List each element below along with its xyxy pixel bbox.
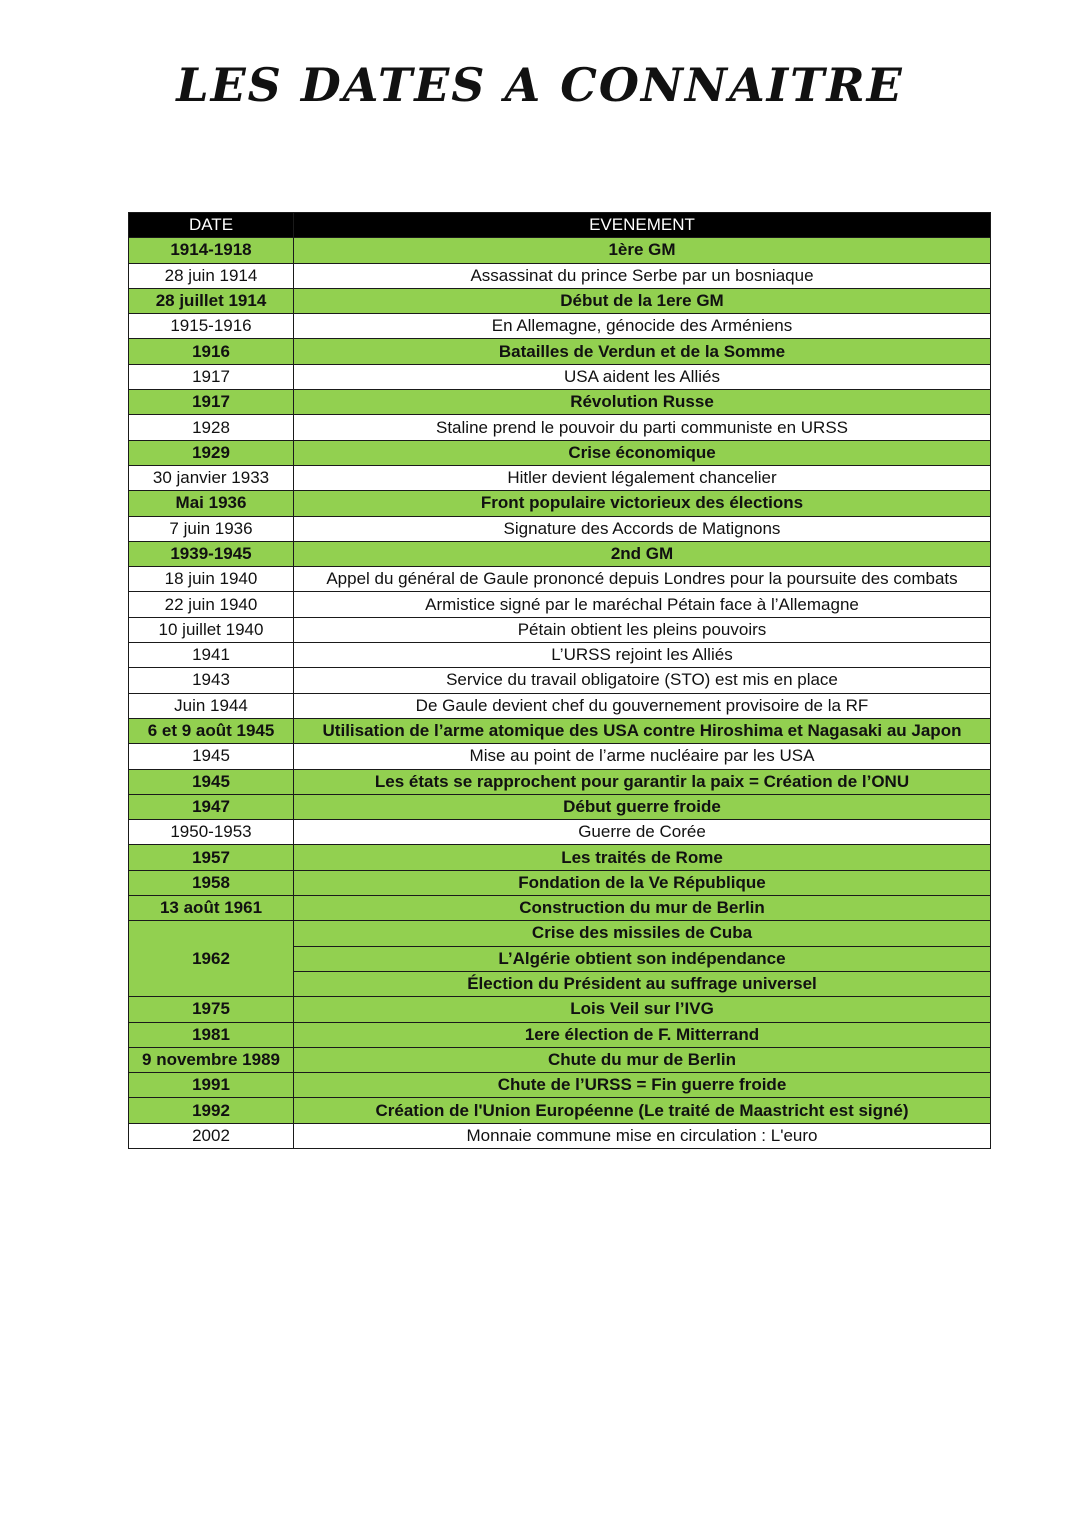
date-cell: 1939-1945 bbox=[129, 541, 294, 566]
table-row bbox=[129, 1123, 991, 1148]
date-cell: 1941 bbox=[129, 643, 294, 668]
table-row bbox=[129, 617, 991, 642]
date-cell: 1914-1918 bbox=[129, 238, 294, 263]
date-cell: 1991 bbox=[129, 1073, 294, 1098]
date-cell: 30 janvier 1933 bbox=[129, 465, 294, 490]
date-cell: 7 juin 1936 bbox=[129, 516, 294, 541]
table-row bbox=[129, 1022, 991, 1047]
table-row bbox=[129, 718, 991, 743]
table-row bbox=[129, 390, 991, 415]
event-cell: 1ere élection de F. Mitterrand bbox=[294, 1022, 991, 1047]
table-row bbox=[129, 541, 991, 566]
event-cell: Crise économique bbox=[294, 440, 991, 465]
event-cell: Création de l'Union Européenne (Le traité de Maastricht est signé) bbox=[294, 1098, 991, 1123]
table-row bbox=[129, 491, 991, 516]
event-cell: Armistice signé par le maréchal Pétain face à l’Allemagne bbox=[294, 592, 991, 617]
table-row bbox=[129, 845, 991, 870]
date-cell: 28 juillet 1914 bbox=[129, 288, 294, 313]
table-row bbox=[129, 820, 991, 845]
date-cell: 10 juillet 1940 bbox=[129, 617, 294, 642]
date-cell: 1950-1953 bbox=[129, 820, 294, 845]
event-cell: Monnaie commune mise en circulation : L'euro bbox=[294, 1123, 991, 1148]
date-cell: 1928 bbox=[129, 415, 294, 440]
event-cell: Staline prend le pouvoir du parti communiste en URSS bbox=[294, 415, 991, 440]
event-cell: Élection du Président au suffrage universel bbox=[294, 971, 991, 996]
date-cell: 1975 bbox=[129, 997, 294, 1022]
date-cell: 1947 bbox=[129, 794, 294, 819]
table-row bbox=[129, 769, 991, 794]
event-cell: USA aident les Alliés bbox=[294, 364, 991, 389]
table-row bbox=[129, 364, 991, 389]
event-cell: Chute du mur de Berlin bbox=[294, 1047, 991, 1072]
date-cell: 13 août 1961 bbox=[129, 896, 294, 921]
event-cell: L’URSS rejoint les Alliés bbox=[294, 643, 991, 668]
table-row bbox=[129, 415, 991, 440]
event-cell: De Gaule devient chef du gouvernement provisoire de la RF bbox=[294, 693, 991, 718]
table-row bbox=[129, 668, 991, 693]
table-row bbox=[129, 744, 991, 769]
event-cell: L’Algérie obtient son indépendance bbox=[294, 946, 991, 971]
event-cell: Utilisation de l’arme atomique des USA contre Hiroshima et Nagasaki au Japon bbox=[294, 718, 991, 743]
date-cell: 1917 bbox=[129, 390, 294, 415]
date-cell: 28 juin 1914 bbox=[129, 263, 294, 288]
table-row bbox=[129, 567, 991, 592]
event-cell: Fondation de la Ve République bbox=[294, 870, 991, 895]
date-cell: 1992 bbox=[129, 1098, 294, 1123]
table-row bbox=[129, 238, 991, 263]
date-cell: 1981 bbox=[129, 1022, 294, 1047]
event-cell: Service du travail obligatoire (STO) est mis en place bbox=[294, 668, 991, 693]
event-cell: Guerre de Corée bbox=[294, 820, 991, 845]
table-row bbox=[129, 794, 991, 819]
date-cell: 1916 bbox=[129, 339, 294, 364]
table-row bbox=[129, 1098, 991, 1123]
table-row bbox=[129, 643, 991, 668]
date-cell: 2002 bbox=[129, 1123, 294, 1148]
date-cell: 1929 bbox=[129, 440, 294, 465]
event-cell: Révolution Russe bbox=[294, 390, 991, 415]
event-cell: Lois Veil sur l’IVG bbox=[294, 997, 991, 1022]
table-row bbox=[129, 997, 991, 1022]
table-row bbox=[129, 263, 991, 288]
table-body bbox=[129, 238, 991, 1149]
table-row bbox=[129, 896, 991, 921]
table-row bbox=[129, 516, 991, 541]
table-row bbox=[129, 921, 991, 946]
date-cell: Juin 1944 bbox=[129, 693, 294, 718]
date-cell: 1962 bbox=[129, 921, 294, 997]
event-column-header: EVENEMENT bbox=[294, 213, 991, 238]
table-row bbox=[129, 440, 991, 465]
date-cell: Mai 1936 bbox=[129, 491, 294, 516]
table-row bbox=[129, 592, 991, 617]
event-cell: Crise des missiles de Cuba bbox=[294, 921, 991, 946]
event-cell: Appel du général de Gaule prononcé depuis Londres pour la poursuite des combats bbox=[294, 567, 991, 592]
date-cell: 1917 bbox=[129, 364, 294, 389]
event-cell: Les états se rapprochent pour garantir la paix = Création de l’ONU bbox=[294, 769, 991, 794]
event-cell: Hitler devient légalement chancelier bbox=[294, 465, 991, 490]
page-title: LES DATES A CONNAITRE bbox=[176, 58, 904, 112]
date-cell: 1957 bbox=[129, 845, 294, 870]
date-cell: 22 juin 1940 bbox=[129, 592, 294, 617]
table-row bbox=[129, 870, 991, 895]
date-cell: 1915-1916 bbox=[129, 314, 294, 339]
event-cell: Signature des Accords de Matignons bbox=[294, 516, 991, 541]
event-cell: Chute de l’URSS = Fin guerre froide bbox=[294, 1073, 991, 1098]
event-cell: Batailles de Verdun et de la Somme bbox=[294, 339, 991, 364]
date-cell: 1945 bbox=[129, 744, 294, 769]
event-cell: Mise au point de l’arme nucléaire par les USA bbox=[294, 744, 991, 769]
table-row bbox=[129, 288, 991, 313]
event-cell: Front populaire victorieux des élections bbox=[294, 491, 991, 516]
table-row bbox=[129, 465, 991, 490]
table-row bbox=[129, 1047, 991, 1072]
table-row bbox=[129, 1073, 991, 1098]
event-cell: Début de la 1ere GM bbox=[294, 288, 991, 313]
table-header-row bbox=[129, 213, 991, 238]
event-cell: 2nd GM bbox=[294, 541, 991, 566]
date-cell: 6 et 9 août 1945 bbox=[129, 718, 294, 743]
date-cell: 18 juin 1940 bbox=[129, 567, 294, 592]
dates-table bbox=[128, 212, 991, 1149]
date-cell: 1943 bbox=[129, 668, 294, 693]
date-column-header: DATE bbox=[129, 213, 294, 238]
event-cell: En Allemagne, génocide des Arméniens bbox=[294, 314, 991, 339]
table-row bbox=[129, 693, 991, 718]
date-cell: 1945 bbox=[129, 769, 294, 794]
table-row bbox=[129, 314, 991, 339]
event-cell: Assassinat du prince Serbe par un bosniaque bbox=[294, 263, 991, 288]
event-cell: Pétain obtient les pleins pouvoirs bbox=[294, 617, 991, 642]
table-row bbox=[129, 339, 991, 364]
date-cell: 1958 bbox=[129, 870, 294, 895]
event-cell: 1ère GM bbox=[294, 238, 991, 263]
event-cell: Construction du mur de Berlin bbox=[294, 896, 991, 921]
event-cell: Les traités de Rome bbox=[294, 845, 991, 870]
date-cell: 9 novembre 1989 bbox=[129, 1047, 294, 1072]
event-cell: Début guerre froide bbox=[294, 794, 991, 819]
